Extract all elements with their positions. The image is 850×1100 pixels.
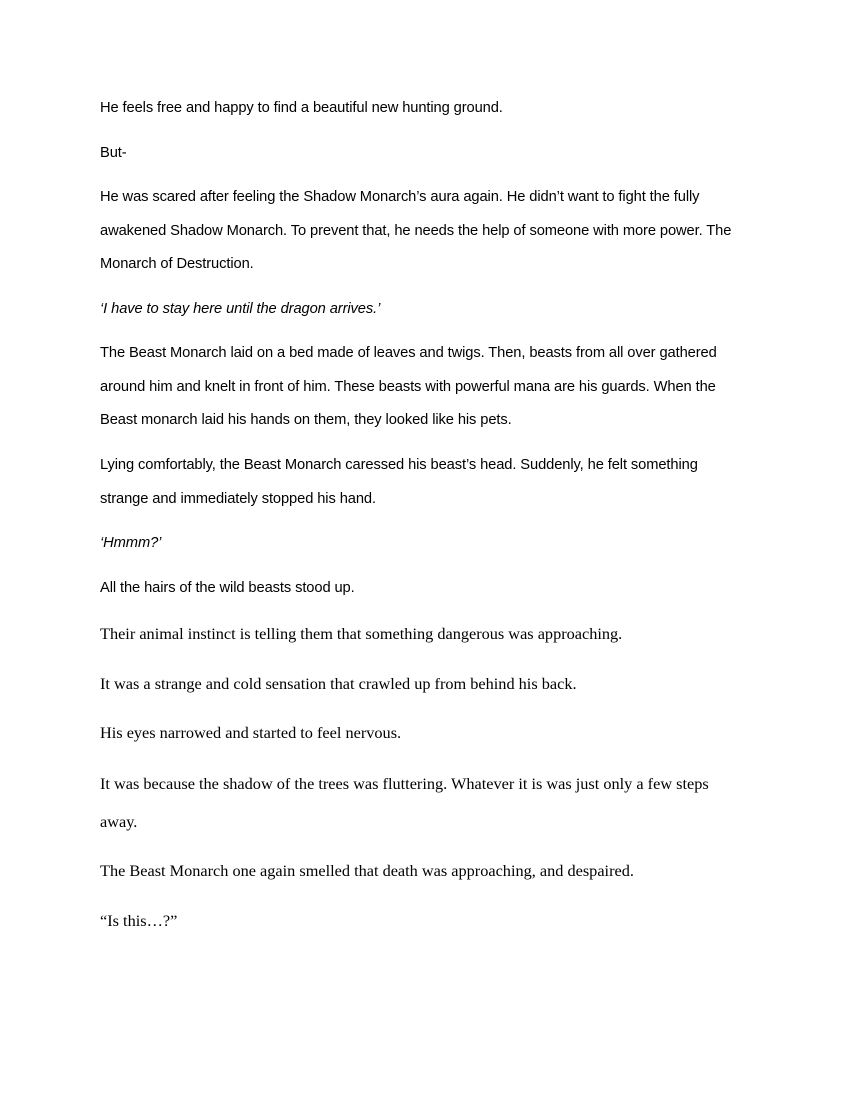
text-line: “Is this…?” — [100, 911, 178, 930]
paragraph-3 — [100, 181, 750, 282]
paragraph-2 — [100, 137, 750, 171]
text-line: away. — [100, 811, 138, 831]
text-line: awakened Shadow Monarch. To prevent that, he needs the help of someone with more power. The — [100, 222, 732, 239]
paragraph-13 — [100, 852, 750, 890]
text-line: He feels free and happy to find a beautiful new hunting ground. — [100, 100, 503, 116]
text-line: ‘Hmmm?’ — [100, 535, 162, 551]
paragraph-14-dialogue — [100, 902, 750, 940]
paragraph-10 — [100, 665, 750, 703]
paragraph-12 — [100, 765, 750, 840]
paragraph-4-thought — [100, 293, 750, 327]
text-line: His eyes narrowed and started to feel nervous. — [100, 723, 402, 742]
paragraph-5 — [100, 337, 750, 438]
text-line: ‘I have to stay here until the dragon arrives.’ — [100, 301, 381, 317]
paragraph-7-thought — [100, 527, 750, 561]
text-line: Their animal instinct is telling them that something dangerous was approaching. — [100, 624, 623, 643]
text-line: It was a strange and cold sensation that crawled up from behind his back. — [100, 674, 577, 693]
text-line: He was scared after feeling the Shadow Monarch’s aura again. He didn’t want to fight the fully — [100, 189, 700, 205]
paragraph-1 — [100, 92, 750, 126]
text-line: It was because the shadow of the trees was fluttering. Whatever it is was just only a few steps — [100, 774, 709, 793]
text-line: Lying comfortably, the Beast Monarch caressed his beast’s head. Suddenly, he felt something — [100, 457, 698, 473]
paragraph-9 — [100, 615, 750, 653]
paragraph-6 — [100, 449, 750, 516]
paragraph-8 — [100, 572, 750, 606]
text-line: Monarch of Destruction. — [100, 256, 254, 272]
paragraph-11 — [100, 714, 750, 752]
text-line: strange and immediately stopped his hand. — [100, 490, 376, 507]
text-line: The Beast Monarch laid on a bed made of leaves and twigs. Then, beasts from all over gathered — [100, 345, 717, 361]
text-line: All the hairs of the wild beasts stood up. — [100, 580, 355, 596]
text-line: But- — [100, 145, 127, 161]
text-line: Beast monarch laid his hands on them, they looked like his pets. — [100, 412, 512, 428]
text-line: around him and knelt in front of him. These beasts with powerful mana are his guards. When the — [100, 378, 716, 395]
text-line: The Beast Monarch one again smelled that death was approaching, and despaired. — [100, 861, 634, 880]
